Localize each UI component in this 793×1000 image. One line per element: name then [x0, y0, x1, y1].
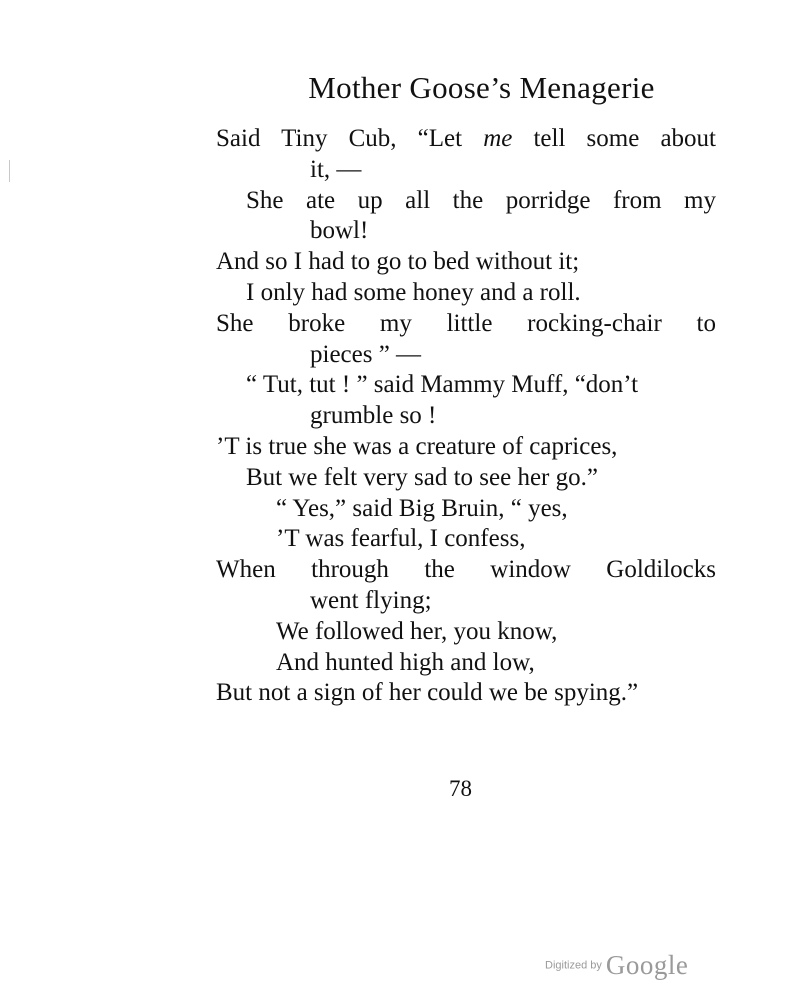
poem-line-text: But not a sign of her could we be spying.” [216, 679, 639, 707]
poem-line [216, 155, 716, 186]
poem-line [216, 216, 716, 247]
poem-line-text: grumble so ! [310, 402, 437, 430]
poem-line-text: We followed her, you know, [276, 617, 558, 645]
poem-line-text: it, — [310, 155, 362, 183]
poem-line-text: “ Yes,” said Big Bruin, “ yes, [276, 494, 568, 522]
poem-line [216, 555, 716, 586]
poem-line-text: She ate up all the porridge from my [246, 186, 716, 214]
digitized-watermark [545, 950, 688, 981]
poem [216, 124, 716, 709]
poem-line-text: When through the window Goldilocks [216, 556, 716, 584]
poem-line [216, 586, 716, 617]
poem-line-text: She broke my little rocking-chair to [216, 309, 716, 337]
poem-line-text-end: tell some about [512, 125, 717, 152]
page-title: Mother Goose’s Menagerie [308, 70, 655, 105]
poem-line [216, 432, 716, 463]
poem-line [216, 524, 716, 555]
poem-line [216, 186, 716, 217]
poem-line [216, 309, 716, 340]
poem-line [216, 247, 716, 278]
poem-line-text: And hunted high and low, [276, 648, 535, 676]
margin-mark [9, 160, 10, 182]
poem-line [216, 617, 716, 648]
poem-line [216, 124, 716, 155]
poem-line [216, 401, 716, 432]
poem-line-text: ’T is true she was a creature of caprices, [216, 432, 618, 460]
poem-line-text: “ Tut, tut ! ” said Mammy Muff, “don’t [246, 371, 639, 399]
poem-line [216, 494, 716, 525]
page-number: 78 [449, 776, 472, 801]
poem-line [216, 463, 716, 494]
google-logo: Google [605, 950, 689, 980]
poem-line-text: pieces ” — [310, 340, 422, 368]
poem-line-text: ’T was fearful, I confess, [276, 525, 526, 553]
poem-line-text: bowl! [310, 217, 369, 245]
poem-line-text: I only had some honey and a roll. [246, 278, 581, 306]
poem-line-emphasis: me [483, 125, 513, 152]
poem-line-text: But we felt very sad to see her go.” [246, 463, 598, 491]
poem-line [216, 340, 716, 371]
poem-line-text: went flying; [310, 586, 432, 614]
poem-line [216, 678, 716, 709]
poem-line-text: And so I had to go to bed without it; [216, 248, 580, 276]
poem-line [216, 278, 716, 309]
watermark-prefix: Digitized by [545, 959, 602, 972]
poem-line-text-start: Said Tiny Cub, “Let [216, 125, 484, 152]
poem-line [216, 370, 716, 401]
poem-line [216, 648, 716, 679]
